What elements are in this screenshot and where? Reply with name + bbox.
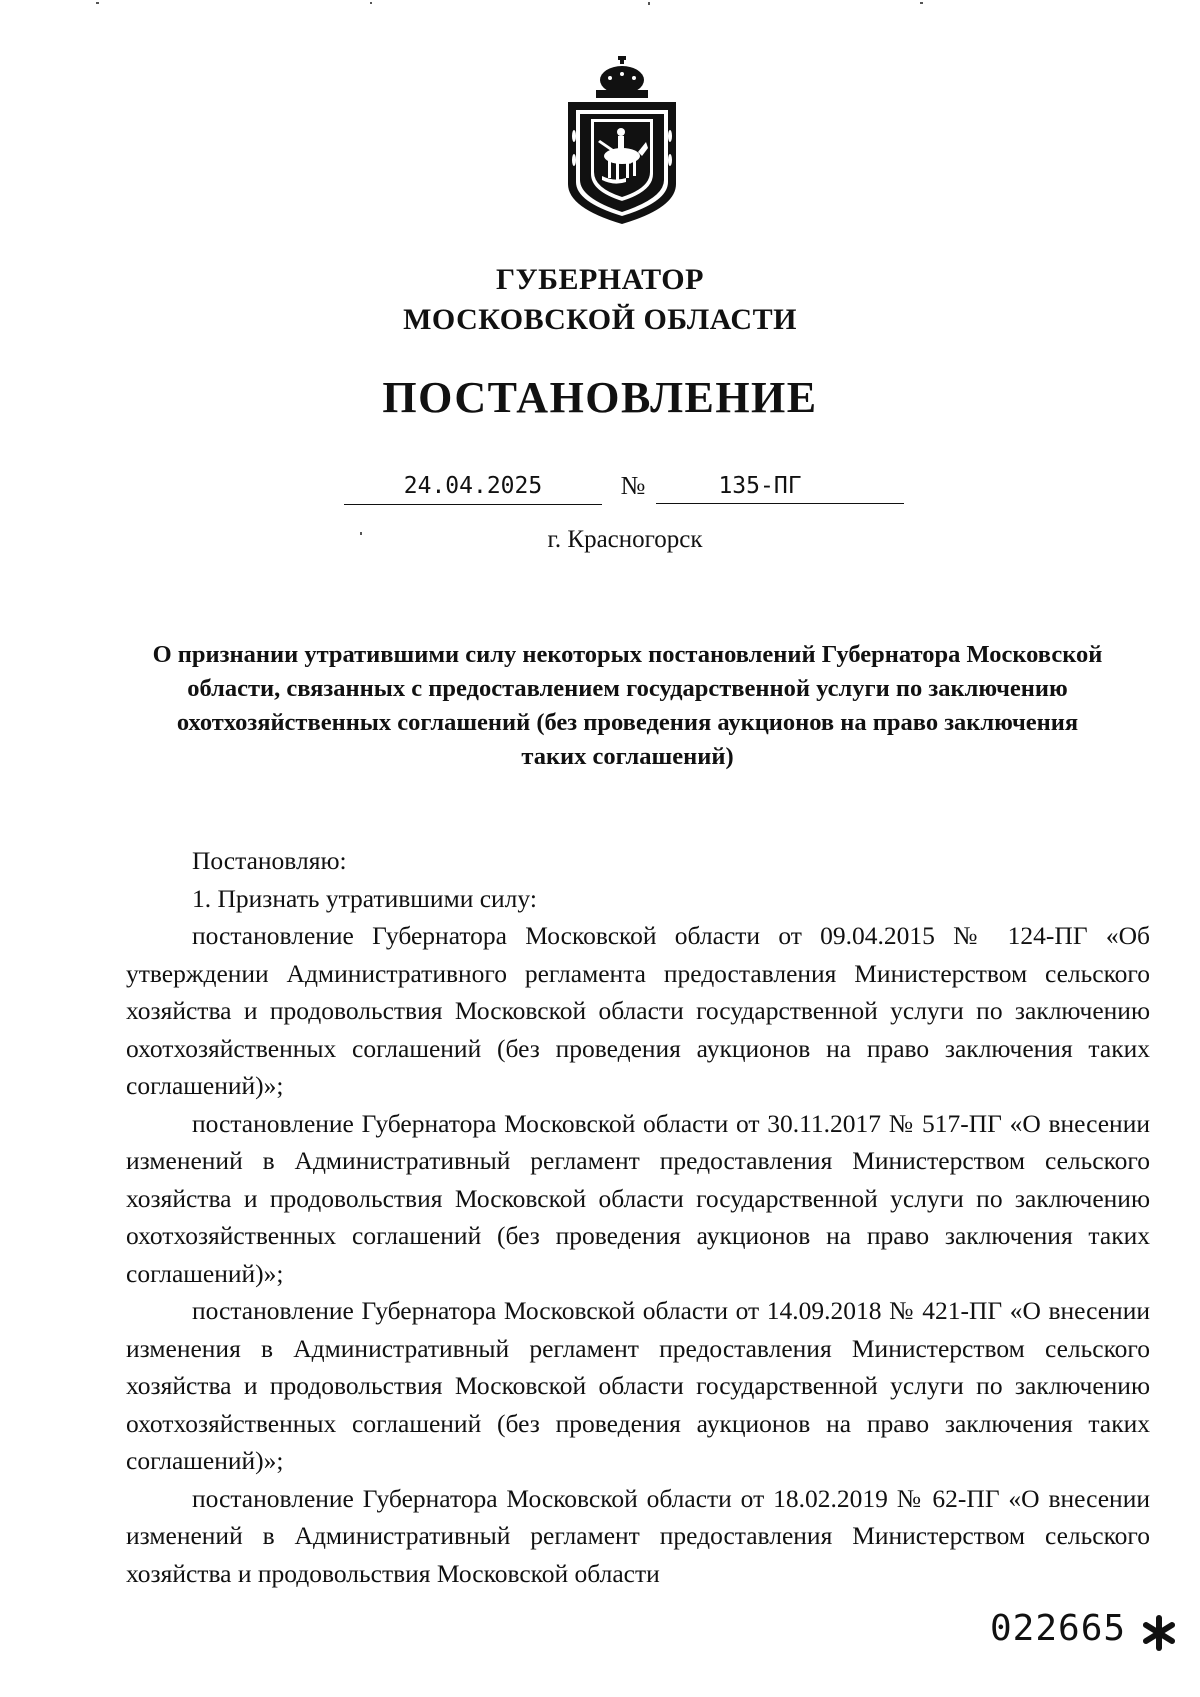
scan-speck bbox=[370, 2, 372, 4]
issue-city: г. Красногорск bbox=[547, 526, 703, 553]
asterisk-star-icon bbox=[1140, 1614, 1178, 1652]
number-sign: № bbox=[620, 471, 646, 500]
scan-speck bbox=[360, 532, 362, 535]
scan-speck bbox=[648, 2, 650, 5]
document-title: О признании утратившими силу некоторых постановлений Губернатора Московской области, связанных с предоставлением государственной услуги по заключению охотхозяйственных соглашений (без проведения аукционов на право заключения таких соглашений) bbox=[152, 641, 1103, 770]
document-body bbox=[126, 842, 1150, 1592]
authority-name-line2: МОСКОВСКОЙ ОБЛАСТИ bbox=[403, 303, 797, 336]
preamble: Постановляю: bbox=[192, 846, 347, 875]
body-paragraph: постановление Губернатора Московской области от 14.09.2018 № 421-ПГ «О внесении изменения в Административный регламент предоставления Министерством сельского хозяйства и продовольствия Московской области государственной услуги по заключению охотхозяйственных соглашений (без проведения аукционов на право заключения таких соглашений)»; bbox=[126, 1296, 1150, 1475]
scan-speck bbox=[920, 2, 923, 4]
authority-name-line1: ГУБЕРНАТОР bbox=[496, 263, 704, 296]
scan-speck bbox=[96, 2, 99, 4]
registration-date: 24.04.2025 bbox=[344, 470, 602, 505]
body-paragraph: постановление Губернатора Московской области от 09.04.2015 № 124-ПГ «Об утверждении Административного регламента предоставления Министерством сельского хозяйства и продовольствия Московской области государственной услуги по заключению охотхозяйственных соглашений (без проведения аукционов на право заключения таких соглашений)»; bbox=[126, 921, 1150, 1100]
document-type-heading: ПОСТАНОВЛЕНИЕ bbox=[382, 373, 818, 422]
serial-number: 022665 bbox=[990, 1608, 1127, 1649]
moscow-oblast-coat-of-arms-icon bbox=[560, 56, 684, 226]
item-1: 1. Признать утратившими силу: bbox=[192, 883, 537, 913]
registration-number: 135-ПГ bbox=[656, 470, 904, 504]
body-paragraph: постановление Губернатора Московской области от 30.11.2017 № 517-ПГ «О внесении изменений в Административный регламент предоставления Министерством сельского хозяйства и продовольствия Московской области государственной услуги по заключению охотхозяйственных соглашений (без проведения аукционов на право заключения таких соглашений)»; bbox=[126, 1108, 1150, 1288]
body-paragraph: постановление Губернатора Московской области от 18.02.2019 № 62-ПГ «О внесении изменений в Административный регламент предоставления Министерством сельского хозяйства и продовольствия Московской области bbox=[126, 1483, 1150, 1588]
